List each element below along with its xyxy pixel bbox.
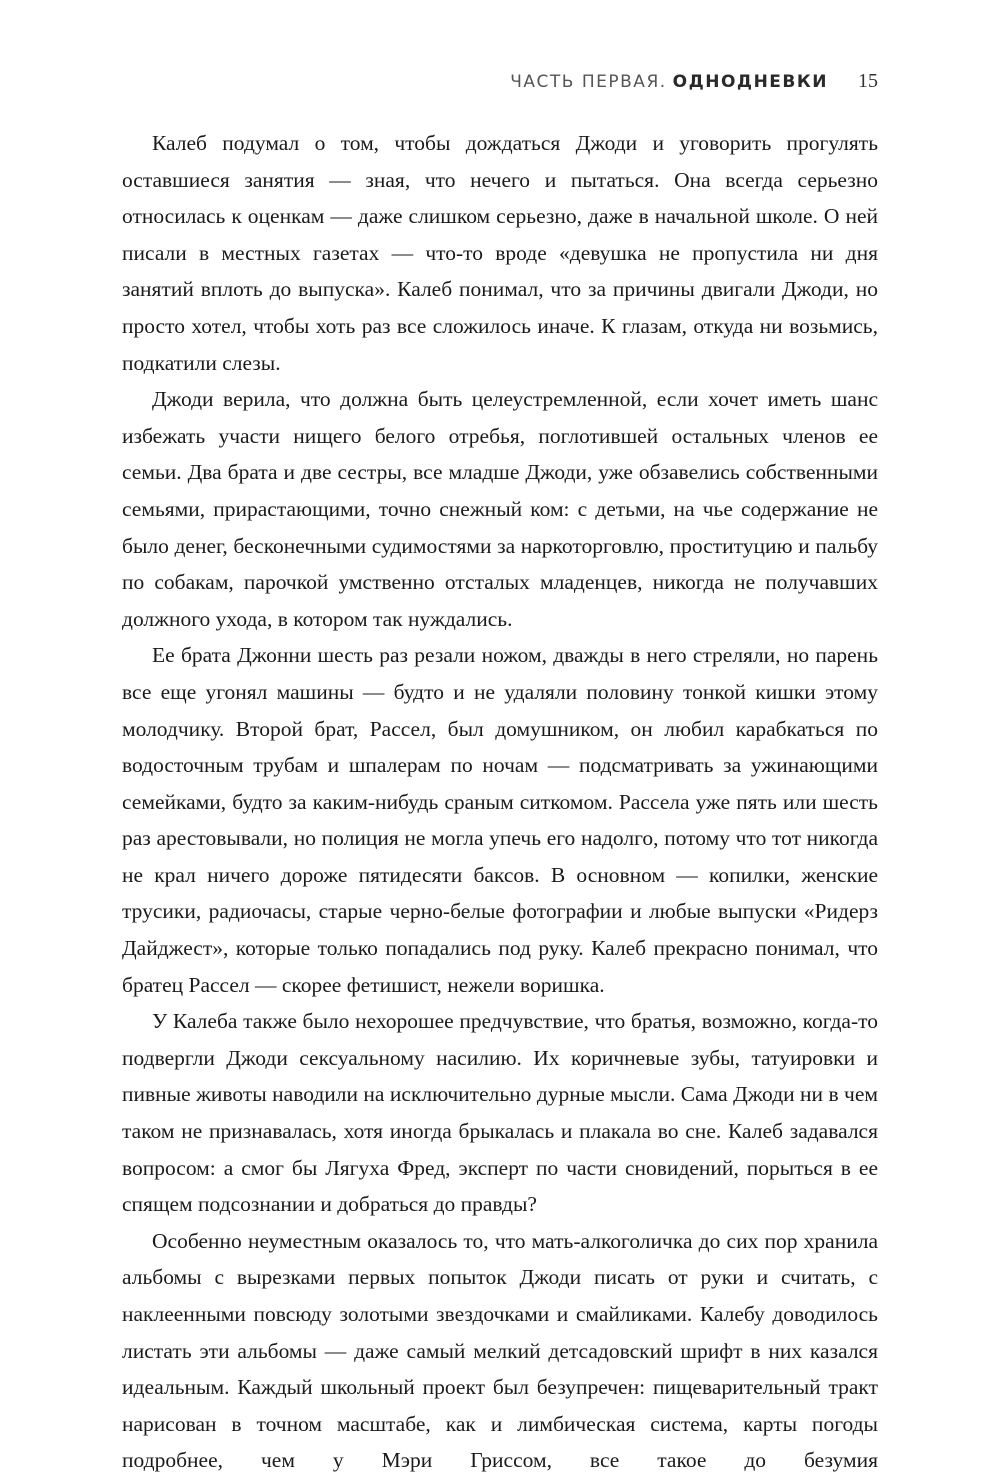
body-text [122, 125, 878, 1479]
paragraph: Ее брата Джонни шесть раз резали ножом, дважды в него стреляли, но парень все еще угонял машины — будто и не удаляли половину тонкой кишки этому молодчику. Второй брат, Рассел, был домушником, он любил карабкаться по водосточным трубам и шпалерам по ночам — подсматривать за ужинающими семейками, будто за каким-нибудь сраным ситкомом. Рассела уже пять или шесть раз арестовывали, но полиция не могла упечь его надолго, потому что тот никогда не крал ничего дороже пятидесяти баксов. В основном — копилки, женские трусики, радиочасы, старые черно-белые фотографии и любые выпуски «Ридерз Дайджест», которые только попадались под руку. Калеб прекрасно понимал, что братец Рассел — скорее фетишист, нежели воришка. [122, 643, 878, 997]
paragraph-continues: Особенно неуместным оказалось то, что мать-алкоголичка до сих пор хранила альбомы с вырезками первых попыток Джоди писать от руки и считать, с наклеенными повсюду золотыми звездочками и смайликами. Калебу доводилось листать эти альбомы — даже самый мелкий детсадовский шрифт в них казался идеальным. Каждый школьный проект был безупречен: пищеварительный тракт нарисован в точном масштабе, как и лимбическая система, карты погоды подробнее, чем у Мэри Гриссом, все такое до безумия [122, 1228, 878, 1473]
paragraph: Джоди верила, что должна быть целеустремленной, если хочет иметь шанс избежать участи нищего белого отребья, поглотившей остальных членов ее семьи. Два брата и две сестры, все младше Джоди, уже обзавелись собственными семьями, прирастающими, точно снежный ком: с детьми, на чье содержание не было денег, бесконечными судимостями за наркоторговлю, проституцию и пальбу по собакам, парочкой умственно отсталых младенцев, никогда не получавших должного ухода, в котором так нуждались. [122, 387, 878, 631]
paragraph: Калеб подумал о том, чтобы дождаться Джоди и уговорить прогулять оставшиеся занятия — зная, что нечего и пытаться. Она всегда серьезно относилась к оценкам — даже слишком серьезно, даже в начальной школе. О ней писали в местных газетах — что-то вроде «девушка не пропустила ни дня занятий вплоть до выпуска». Калеб понимал, что за причины двигали Джоди, но просто хотел, чтобы хоть раз все сложилось иначе. К глазам, откуда ни возьмись, подкатили слезы. [122, 131, 878, 375]
running-head-part: ЧАСТЬ ПЕРВАЯ. [510, 72, 667, 92]
page-number: 15 [858, 70, 878, 92]
paragraph: У Калеба также было нехорошее предчувствие, что братья, возможно, когда-то подвергли Джоди сексуальному насилию. Их коричневые зубы, татуировки и пивные животы наводили на исключительно дурные мысли. Сама Джоди ни в чем таком не признавалась, хотя иногда брыкалась и плакала во сне. Калеб задавался вопросом: а смог бы Лягуха Фред, эксперт по части сновидений, порыться в ее спящем подсознании и добраться до правды? [122, 1009, 878, 1217]
running-head-title: ОДНОДНЕВКИ [672, 72, 828, 92]
running-head [122, 70, 878, 100]
